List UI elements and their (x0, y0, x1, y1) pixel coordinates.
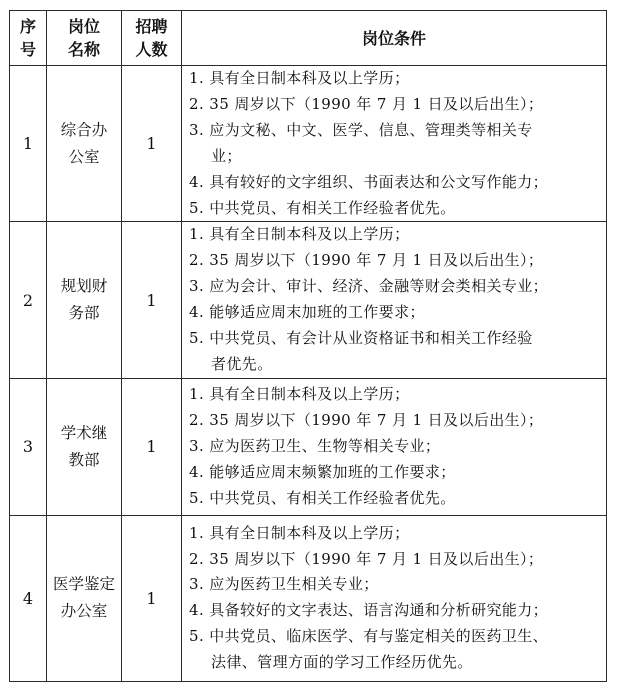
position-name-line: 综合办 (60, 120, 108, 139)
position-name-line: 医学鉴定 (52, 575, 115, 594)
condition-line: 3. 应为会计、审计、经济、金融等财会类相关专业； (189, 277, 549, 296)
condition-line: 2. 35 周岁以下（1990 年 7 月 1 日及以后出生）； (189, 94, 544, 113)
condition-line: 2. 35 周岁以下（1990 年 7 月 1 日及以后出生）； (189, 411, 544, 430)
recruit-count-cell: 1 (122, 66, 182, 222)
position-name-line: 务部 (68, 304, 100, 323)
position-name-cell (47, 378, 122, 515)
position-name-cell (47, 222, 122, 378)
condition-line: 1. 具有全日制本科及以上学历； (189, 225, 410, 244)
condition-line: 者优先。 (211, 354, 273, 373)
serial-number-cell: 4 (10, 515, 47, 681)
condition-line: 1. 具有全日制本科及以上学历； (189, 385, 410, 404)
conditions-cell (182, 378, 607, 515)
condition-line: 5. 中共党员、有相关工作经验者优先。 (189, 198, 456, 217)
condition-line: 5. 中共党员、有会计从业资格证书和相关工作经验 (189, 329, 533, 348)
position-name-cell (47, 66, 122, 222)
condition-line: 1. 具有全日制本科及以上学历； (189, 523, 410, 542)
position-name-line: 办公室 (60, 602, 108, 621)
table-row (10, 222, 607, 378)
condition-line: 3. 应为文秘、中文、医学、信息、管理类等相关专 (189, 120, 533, 139)
condition-line: 3. 应为医药卫生、生物等相关专业； (189, 436, 441, 455)
condition-line: 业； (211, 146, 242, 165)
condition-line: 4. 能够适应周末加班的工作要求； (189, 303, 425, 322)
serial-number-cell: 3 (10, 378, 47, 515)
condition-line: 4. 能够适应周末频繁加班的工作要求； (189, 462, 456, 481)
condition-line: 4. 具有较好的文字组织、书面表达和公文写作能力； (189, 172, 549, 191)
position-name-line: 教部 (68, 450, 100, 469)
position-name-line: 规划财 (60, 277, 108, 296)
header-position-line-1: 岗位 (67, 17, 100, 36)
condition-line: 法律、管理方面的学习工作经历优先。 (211, 653, 473, 672)
table-row (10, 378, 607, 515)
position-name-line: 公室 (68, 147, 100, 166)
header-conditions: 岗位条件 (182, 11, 607, 66)
conditions-cell (182, 222, 607, 378)
recruit-count-cell: 1 (122, 378, 182, 515)
header-serial-line-2: 号 (19, 40, 36, 59)
condition-line: 4. 具备较好的文字表达、语言沟通和分析研究能力； (189, 601, 549, 620)
recruitment-table (9, 10, 607, 682)
header-serial-line-1: 序 (19, 17, 36, 36)
header-recruit-count (122, 11, 182, 66)
condition-line: 2. 35 周岁以下（1990 年 7 月 1 日及以后出生）； (189, 549, 544, 568)
condition-line: 3. 应为医药卫生相关专业； (189, 575, 379, 594)
conditions-cell (182, 66, 607, 222)
condition-line: 1. 具有全日制本科及以上学历； (189, 69, 410, 87)
recruit-count-cell: 1 (122, 515, 182, 681)
header-count-line-1: 招聘 (135, 17, 168, 36)
position-name-line: 学术继 (60, 423, 108, 442)
conditions-cell (182, 515, 607, 681)
position-name-cell (47, 515, 122, 681)
header-position-name (47, 11, 122, 66)
condition-line: 2. 35 周岁以下（1990 年 7 月 1 日及以后出生）； (189, 251, 544, 270)
serial-number-cell: 1 (10, 66, 47, 222)
header-serial-number (10, 11, 47, 66)
serial-number-cell: 2 (10, 222, 47, 378)
condition-line: 5. 中共党员、临床医学、有与鉴定相关的医药卫生、 (189, 627, 549, 646)
condition-line: 5. 中共党员、有相关工作经验者优先。 (189, 488, 456, 507)
header-position-line-2: 名称 (67, 40, 100, 59)
table-row (10, 515, 607, 681)
table-row (10, 66, 607, 222)
header-row (10, 11, 607, 66)
recruit-count-cell: 1 (122, 222, 182, 378)
header-count-line-2: 人数 (135, 40, 168, 59)
